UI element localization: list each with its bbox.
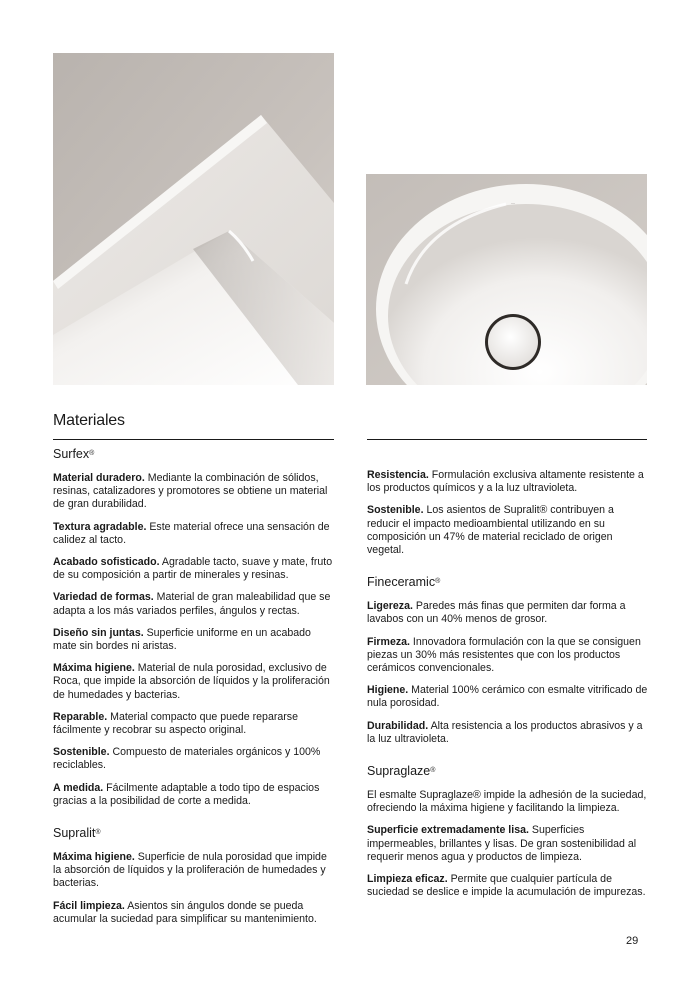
washbasin-photo: [366, 174, 647, 385]
section-surfex: [53, 447, 335, 808]
section-supralit-continued: [367, 469, 649, 557]
section-supraglaze: [367, 764, 649, 899]
divider-left: [53, 439, 334, 440]
left-column: [53, 447, 335, 935]
divider-right: [367, 439, 647, 440]
section-fineceramic: [367, 575, 649, 746]
section-heading: Surfex®: [53, 447, 95, 461]
paragraph: El esmalte Supraglaze® impide la adhesión de la suciedad, ofreciendo la máxima higiene y facilitando la limpieza.: [367, 789, 647, 815]
paragraph: Acabado sofisticado. Agradable tacto, suave y mate, fruto de su composición a partir de minerales y resinas.: [53, 556, 333, 582]
right-column: [367, 469, 649, 908]
paragraph: Resistencia. Formulación exclusiva altamente resistente a los productos químicos y a la luz ultravioleta.: [367, 469, 644, 495]
paragraph: Sostenible. Compuesto de materiales orgánicos y 100% reciclables.: [53, 746, 321, 772]
paragraph: Durabilidad. Alta resistencia a los productos abrasivos y a la luz ultravioleta.: [367, 719, 643, 745]
paragraph: Textura agradable. Este material ofrece una sensación de calidez al tacto.: [53, 520, 330, 546]
paragraph: Máxima higiene. Superficie de nula porosidad que impide la absorción de líquidos y la proliferación de humedades y bacterias.: [53, 851, 327, 890]
page-title: Materiales: [53, 412, 125, 429]
sink-corner-photo: [53, 53, 334, 385]
page-number: 29: [626, 935, 639, 947]
paragraph: Máxima higiene. Material de nula porosidad, exclusivo de Roca, que impide la absorción de líquidos y la proliferación de humedades y bacterias.: [53, 662, 330, 701]
paragraph: Diseño sin juntas. Superficie uniforme en un acabado mate sin bordes ni aristas.: [53, 626, 311, 653]
paragraph: Higiene. Material 100% cerámico con esmalte vitrificado de nula porosidad.: [367, 684, 648, 710]
paragraph: Sostenible. Los asientos de Supralit® contribuyen a reducir el impacto medioambiental utilizando en su composición un 47% de material reciclado de origen vegetal.: [367, 504, 614, 557]
sink-corner-icon: [53, 53, 334, 385]
paragraph: Superficie extremadamente lisa. Superficies impermeables, brillantes y lisas. De gran sostenibilidad al requerir menos agua y productos de limpieza.: [367, 824, 637, 863]
section-heading: Fineceramic®: [367, 575, 441, 590]
section-heading: Supraglaze®: [367, 764, 436, 779]
washbasin-drain-icon: [366, 174, 647, 385]
paragraph: Limpieza eficaz. Permite que cualquier partícula de suciedad se deslice e impide la acumulación de impurezas.: [367, 873, 646, 899]
section-heading: Supralit®: [53, 826, 101, 841]
paragraph: Variedad de formas. Material de gran maleabilidad que se adapta a los más variados perfiles, ángulos y rectas.: [53, 591, 331, 617]
svg-text:—: —: [511, 200, 515, 205]
paragraph: Ligereza. Paredes más finas que permiten dar forma a lavabos con un 40% menos de grosor.: [367, 600, 626, 626]
section-supralit: [53, 826, 335, 926]
paragraph: A medida. Fácilmente adaptable a todo tipo de espacios gracias a la posibilidad de corte a medida.: [53, 781, 320, 807]
paragraph: Reparable. Material compacto que puede repararse fácilmente y recobrar su aspecto original.: [53, 710, 298, 737]
paragraph: Firmeza. Innovadora formulación con la que se consiguen piezas un 30% más resistentes que con los productos cerámicos convencionales.: [367, 635, 641, 675]
paragraph: Material duradero. Mediante la combinación de sólidos, resinas, catalizadores y promotores se obtiene un material de gran durabilidad.: [53, 472, 328, 511]
paragraph: Fácil limpieza. Asientos sin ángulos donde se pueda acumular la suciedad para simplificar su mantenimiento.: [53, 899, 317, 925]
